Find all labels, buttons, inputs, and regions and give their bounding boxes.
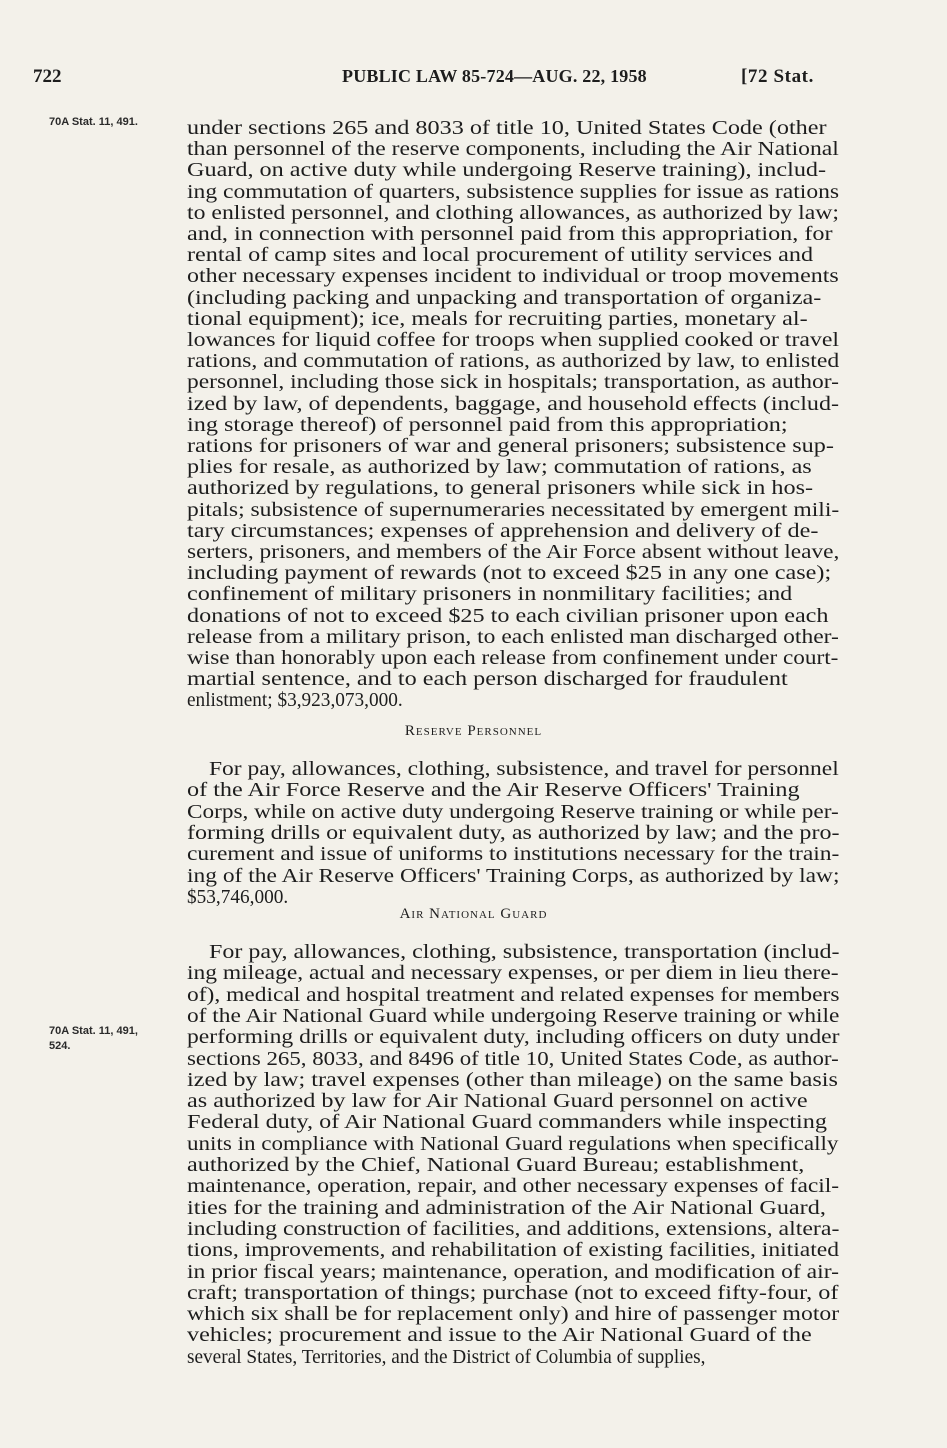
body-line: under sections 265 and 8033 of title 10, United States Code (other (187, 117, 827, 139)
body-line: than personnel of the reserve components, including the Air National (187, 138, 839, 161)
body-line: release from a military prison, to each enlisted man discharged other- (187, 625, 839, 648)
margin-citation-line: 70A Stat. 11, 491. (49, 116, 138, 128)
body-line: ities for the training and administration of the Air National Guard, (187, 1196, 826, 1219)
body-line: tions, improvements, and rehabilitation of existing facilities, initiated (187, 1239, 840, 1262)
body-line: ing mileage, actual and necessary expenses, or per diem in lieu there- (187, 962, 839, 985)
body-line: of), medical and hospital treatment and related expenses for members (187, 983, 840, 1006)
body-line: $53,746,000. (187, 885, 289, 908)
body-line: ized by law; travel expenses (other than mileage) on the same basis (187, 1068, 838, 1091)
body-line: several States, Territories, and the District of Columbia of supplies, (187, 1345, 706, 1368)
body-line: donations of not to exceed $25 to each civilian prisoner upon each (187, 604, 829, 627)
body-line: Federal duty, of Air National Guard commanders while inspecting (187, 1111, 827, 1134)
body-line: including payment of rewards (not to exceed $25 in any one case); (187, 562, 832, 585)
body-line: and, in connection with personnel paid from this appropriation, for (187, 223, 833, 245)
body-line: rental of camp sites and local procurement of utility services and (187, 244, 814, 267)
body-line: confinement of military prisoners in nonmilitary facilities; and (187, 583, 793, 606)
body-line: enlistment; $3,923,073,000. (187, 689, 403, 712)
body-line: ing commutation of quarters, subsistence supplies for issue as rations (187, 180, 840, 203)
body-line: rations for prisoners of war and general prisoners; subsistence sup- (187, 435, 834, 457)
body-line: sections 265, 8033, and 8496 of title 10, United States Code, as author- (187, 1047, 839, 1070)
running-header-title: PUBLIC LAW 85-724—AUG. 22, 1958 (342, 66, 647, 86)
body-line: rations, and commutation of rations, as authorized by law, to enlisted (187, 350, 840, 373)
margin-citation (49, 1024, 138, 1054)
body-line: tional equipment); ice, meals for recruiting parties, monetary al- (187, 307, 808, 330)
body-line: personnel, including those sick in hospitals; transportation, as author- (187, 371, 839, 394)
body-line: ized by law, of dependents, baggage, and household effects (includ- (187, 392, 840, 415)
body-line: lowances for liquid coffee for troops when supplied cooked or travel (187, 329, 840, 351)
body-line: authorized by regulations, to general prisoners while sick in hos- (187, 477, 814, 500)
margin-citation-line: 524. (49, 1040, 71, 1052)
section-heading: Reserve Personnel (404, 723, 543, 739)
body-line: of the Air National Guard while undergoing Reserve training or while (187, 1004, 840, 1027)
body-line: other necessary expenses incident to individual or troop movements (187, 265, 839, 288)
body-line: curement and issue of uniforms to institutions necessary for the train- (187, 843, 840, 866)
body-line: forming drills or equivalent duty, as authorized by law; and the pro- (187, 821, 840, 844)
body-line: (including packing and unpacking and transportation of organiza- (187, 286, 822, 309)
body-line: tary circumstances; expenses of apprehension and delivery of de- (187, 519, 819, 542)
body-line: performing drills or equivalent duty, including officers on duty under (187, 1026, 840, 1049)
body-line: including construction of facilities, and additions, extensions, altera- (187, 1217, 840, 1240)
margin-citation-line: 70A Stat. 11, 491, (49, 1025, 138, 1037)
body-line: For pay, allowances, clothing, subsistence, and travel for personnel (209, 758, 839, 780)
body-line: to enlisted personnel, and clothing allowances, as authorized by law; (187, 201, 840, 224)
body-line: ing of the Air Reserve Officers' Training Corps, as authorized by law; (187, 864, 840, 887)
body-line: which six shall be for replacement only) and hire of passenger motor (187, 1303, 840, 1326)
body-line: vehicles; procurement and issue to the Air National Guard of the (187, 1324, 812, 1347)
body-line: serters, prisoners, and members of the Air Force absent without leave, (187, 541, 840, 563)
section-heading: Air National Guard (399, 906, 548, 922)
page-number: 722 (33, 66, 62, 87)
body-line: pitals; subsistence of supernumeraries necessitated by emergent mili- (187, 498, 840, 521)
body-line: martial sentence, and to each person discharged for fraudulent (187, 668, 788, 691)
body-line: For pay, allowances, clothing, subsistence, transportation (includ- (209, 941, 840, 963)
body-line: maintenance, operation, repair, and other necessary expenses of facil- (187, 1175, 840, 1198)
body-line: craft; transportation of things; purchase (not to exceed fifty-four, of (187, 1281, 839, 1304)
body-line: plies for resale, as authorized by law; commutation of rations, as (187, 456, 812, 479)
body-line: Corps, while on active duty undergoing Reserve training or while per- (187, 800, 839, 823)
body-line: of the Air Force Reserve and the Air Reserve Officers' Training (187, 779, 800, 802)
body-line: Guard, on active duty while undergoing Reserve training), includ- (187, 159, 827, 182)
margin-citation (49, 115, 138, 130)
body-line: ing storage thereof) of personnel paid from this appropriation; (187, 413, 788, 436)
body-line: as authorized by law for Air National Guard personnel on active (187, 1090, 808, 1113)
body-line: authorized by the Chief, National Guard Bureau; establishment, (187, 1154, 805, 1176)
body-line: units in compliance with National Guard regulations when specifically (187, 1132, 839, 1155)
body-line: in prior fiscal years; maintenance, operation, and modification of air- (187, 1260, 839, 1283)
volume-reference: [72 Stat. (741, 66, 814, 87)
body-line: wise than honorably upon each release from confinement under court- (187, 647, 839, 669)
